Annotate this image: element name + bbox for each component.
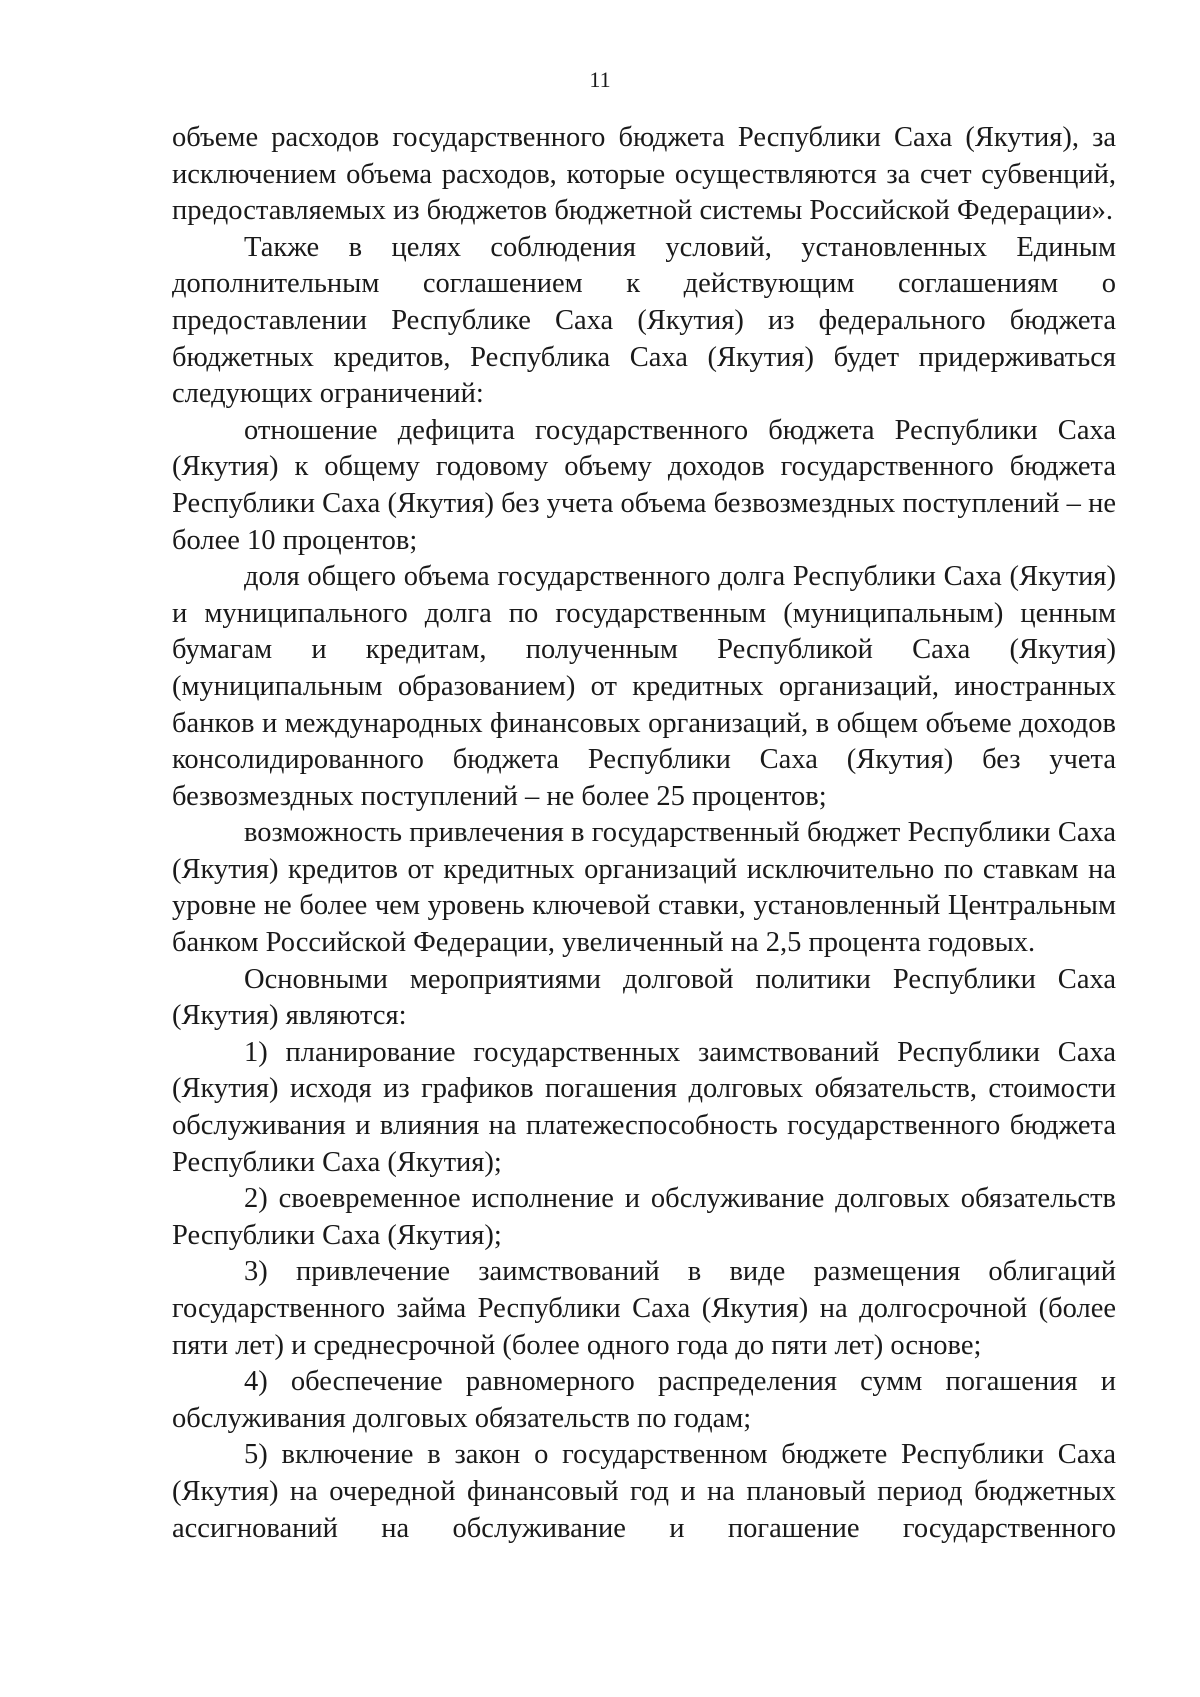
list-item-3-bond-borrowing: 3) привлечение заимствований в виде размещения облигаций государственного займа Республики Саха (Якутия) на долгосрочной (более пяти лет) и среднесрочной (более одного года до пяти лет) основе; bbox=[172, 1256, 1116, 1361]
list-item-2-timely-execution: 2) своевременное исполнение и обслуживание долговых обязательств Республики Саха (Якутия); bbox=[172, 1183, 1116, 1251]
list-item-1-planning: 1) планирование государственных заимствований Республики Саха (Якутия) исходя из графиков погашения долговых обязательств, стоимости обслуживания и влияния на платежеспособность государственного бюджета Республики Саха (Якутия); bbox=[172, 1036, 1116, 1178]
paragraph-budget-expenses-continuation: объеме расходов государственного бюджета Республики Саха (Якутия), за исключением объема расходов, которые осуществляются за счет субвенций, предоставляемых из бюджетов бюджетной системы Российской Федерации». bbox=[172, 122, 1116, 227]
paragraph-restrictions-intro: Также в целях соблюдения условий, установленных Единым дополнительным соглашением к действующим соглашениям о предоставлении Республике Саха (Якутия) из федерального бюджета бюджетных кредитов, Республика Саха (Якутия) будет придерживаться следующих ограничений: bbox=[172, 231, 1116, 410]
paragraph-debt-share: доля общего объема государственного долга Республики Саха (Якутия) и муниципального долга по государственным (муниципальным) ценным бумагам и кредитам, полученным Республикой Саха (Якутия) (муниципальным образованием) от кредитных организаций, иностранных банков и международных финансовых организаций, в общем объеме доходов консолидированного бюджета Республики Саха (Якутия) без учета безвозмездных поступлений – не более 25 процентов; bbox=[172, 561, 1116, 812]
list-item-5-budget-allocations: 5) включение в закон о государственном бюджете Республики Саха (Якутия) на очередной финансовый год и на плановый период бюджетных ассигнований на обслуживание и погашение государственного bbox=[172, 1439, 1116, 1544]
paragraph-main-measures: Основными мероприятиями долговой политики Республики Саха (Якутия) являются: bbox=[172, 963, 1116, 1032]
list-item-4-even-distribution: 4) обеспечение равномерного распределения сумм погашения и обслуживания долговых обязательств по годам; bbox=[172, 1366, 1116, 1434]
document-body bbox=[172, 120, 1116, 1547]
paragraph-credit-rates: возможность привлечения в государственный бюджет Республики Саха (Якутия) кредитов от кредитных организаций исключительно по ставкам на уровне не более чем уровень ключевой ставки, установленный Центральным банком Российской Федерации, увеличенный на 2,5 процента годовых. bbox=[172, 817, 1116, 959]
paragraph-deficit-ratio: отношение дефицита государственного бюджета Республики Саха (Якутия) к общему годовому объему доходов государственного бюджета Республики Саха (Якутия) без учета объема безвозмездных поступлений – не более 10 процентов; bbox=[172, 414, 1116, 556]
page-number: 11 bbox=[589, 67, 611, 92]
